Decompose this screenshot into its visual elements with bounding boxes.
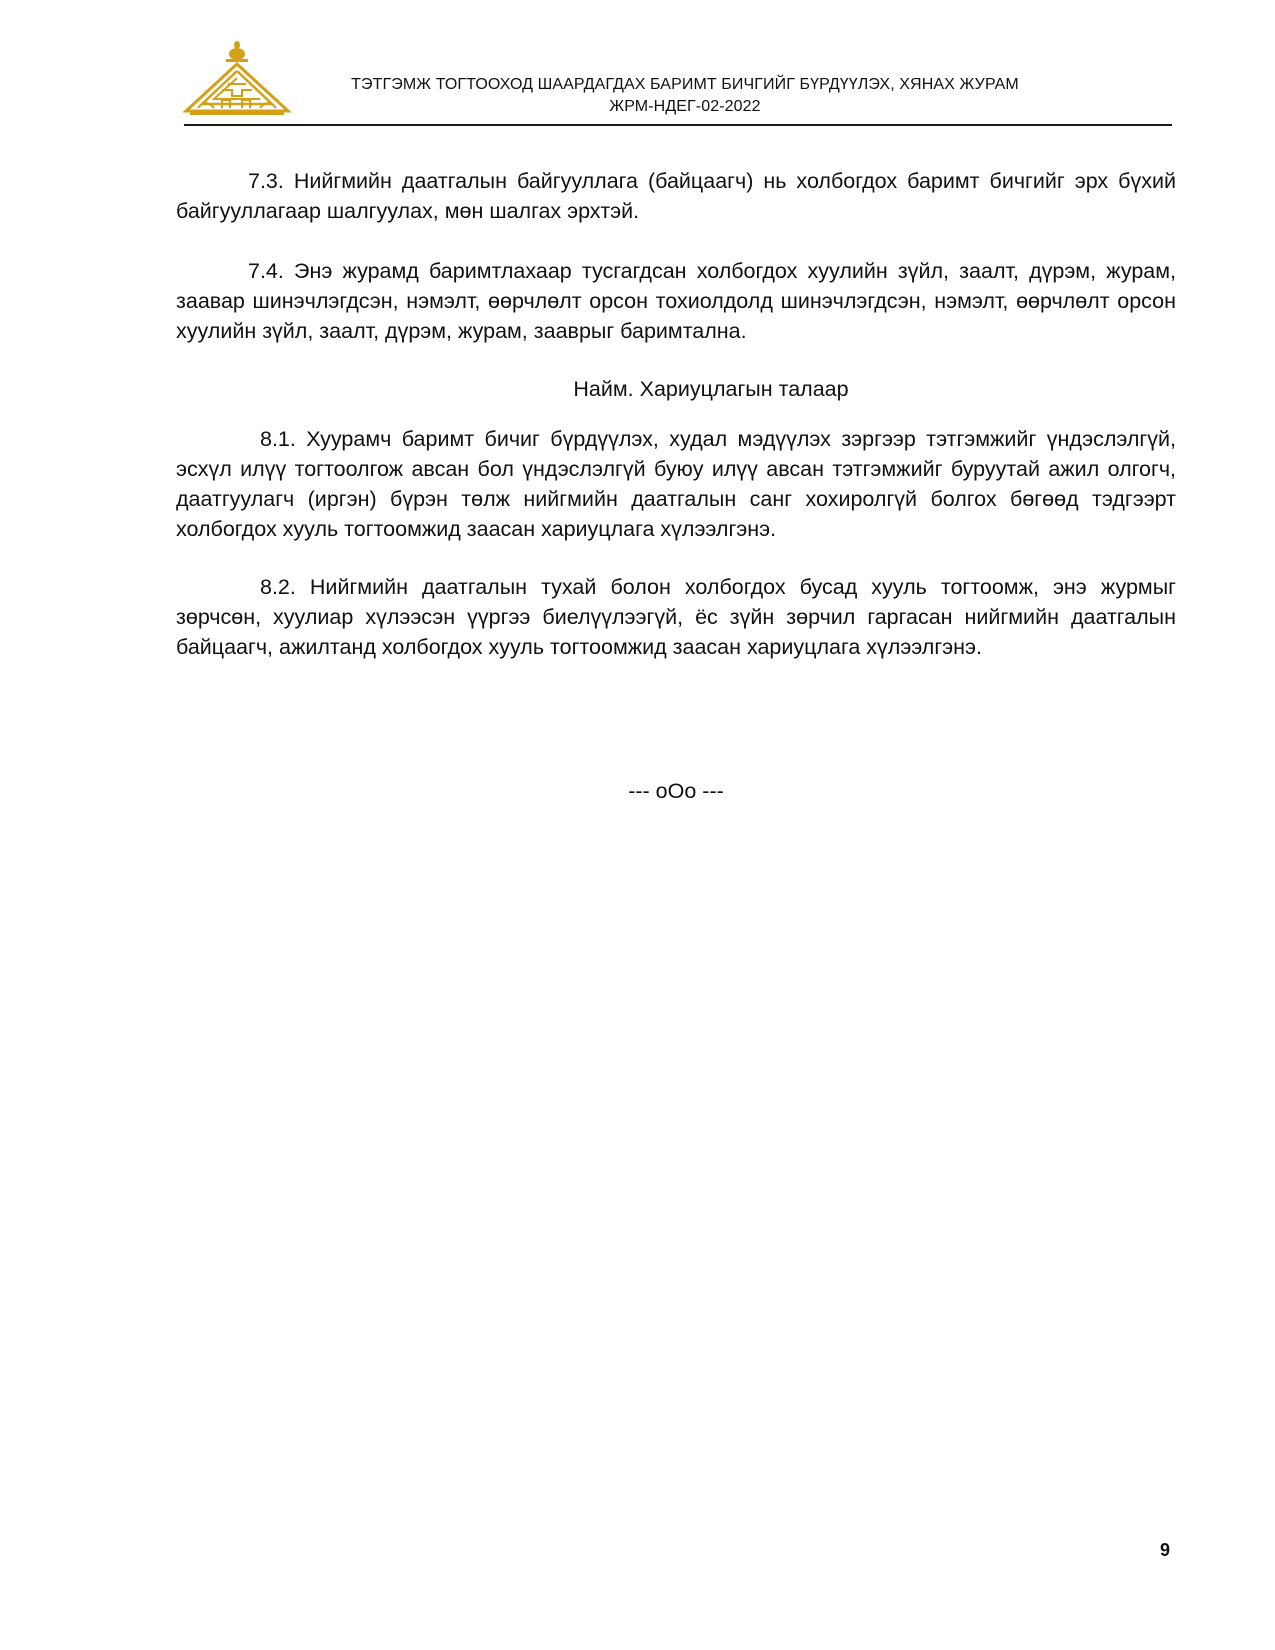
section-heading: Найм. Хариуцлагын талаар: [573, 377, 849, 401]
document-header: [300, 74, 1070, 118]
paragraph-7-3: 7.3. Нийгмийн даатгалын байгууллага (байцаагч) нь холбогдох баримт бичгийг эрх бүхий байгууллагаар шалгуулах, мөн шалгах эрхтэй.: [176, 169, 1176, 223]
end-mark: --- оОо ---: [628, 779, 724, 803]
page-number: 9: [1160, 1540, 1171, 1560]
gold-pyramid-emblem-icon: [182, 38, 292, 118]
document-code: ЖРМ-НДЕГ-02-2022: [609, 98, 761, 115]
header-divider: [184, 124, 1172, 126]
paragraph-8-1: 8.1. Хуурамч баримт бичиг бүрдүүлэх, худал мэдүүлэх зэргээр тэтгэмжийг үндэслэлгүй, эсхүл илүү тогтоолгож авсан бол үндэслэлгүй буюу илүү авсан тэтгэмжийг буруутай ажил олгогч, даатгуулагч (иргэн) бүрэн төлж нийгмийн даатгалын санг хохиролгүй болгох бөгөөд тэдгээрт холбогдох хууль тогтоомжид заасан хариуцлага хүлээлгэнэ.: [176, 427, 1176, 541]
document-title: ТЭТГЭМЖ ТОГТООХОД ШААРДАГДАХ БАРИМТ БИЧГИЙГ БҮРДҮҮЛЭХ, ХЯНАХ ЖУРАМ: [351, 76, 1019, 93]
paragraph-7-4: 7.4. Энэ журамд баримтлахаар тусгагдсан холбогдох хуулийн зүйл, заалт, дүрэм, журам, заавар шинэчлэгдсэн, нэмэлт, өөрчлөлт орсон тохиолдолд шинэчлэгдсэн, нэмэлт, өөрчлөлт орсон хуулийн зүйл, заалт, дүрэм, журам, зааврыг баримтална.: [176, 259, 1176, 343]
paragraph-8-2: 8.2. Нийгмийн даатгалын тухай болон холбогдох бусад хууль тогтоомж, энэ журмыг зөрчсөн, хуулиар хүлээсэн үүргээ биелүүлээгүй, ёс зүйн зөрчил гаргасан нийгмийн даатгалын байцаагч, ажилтанд холбогдох хууль тогтоомжид заасан хариуцлага хүлээлгэнэ.: [176, 575, 1176, 659]
